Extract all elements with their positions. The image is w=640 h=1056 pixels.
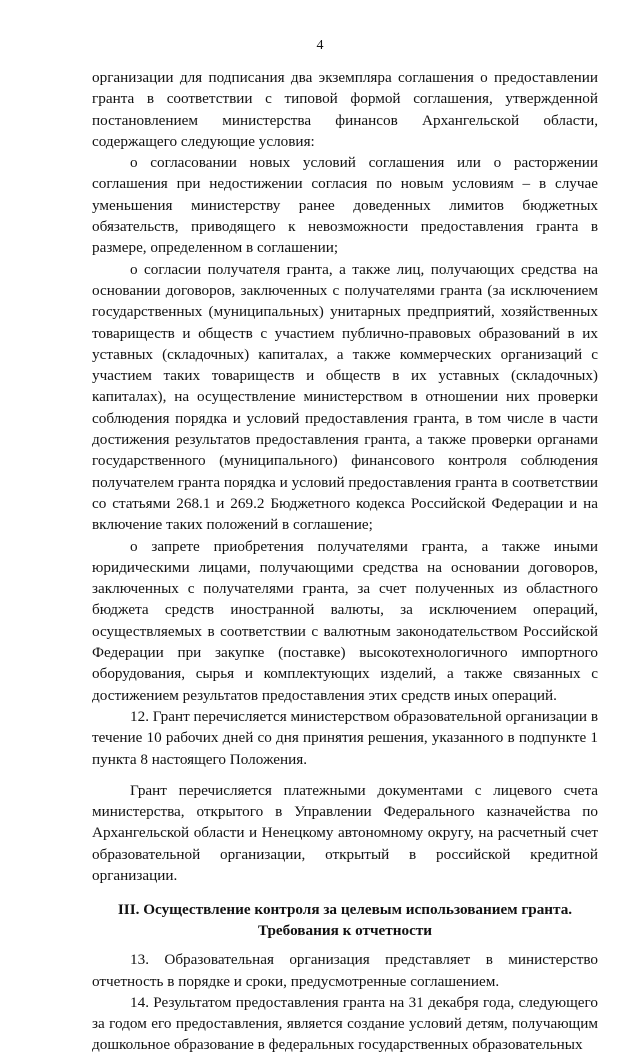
- section-heading-line1: III. Осуществление контроля за целевым использованием гранта.: [117, 901, 573, 919]
- page-number: 4: [316, 38, 324, 53]
- section-heading: [92, 900, 598, 941]
- paragraph-payment-transfer: Грант перечисляется платежными документами с лицевого счета министерства, открытого в Управлении Федерального казначейства по Архангельской области и Ненецкому автономному округу, на расчетный счет образовательной организации, открытый в российской кредитной организации.: [92, 781, 598, 884]
- document-body: [92, 67, 598, 1056]
- paragraph-condition-currency: о запрете приобретения получателями гранта, а также иными юридическими лицами, получающими средства на основании договоров, заключенных с получателями гранта, за счет полученных из областного бюджета средств иностранной валюты, за исключением операций, осуществляемых в соответствии с валютным законодательством Российской Федерации при закупке (поставке) высокотехнологичного импортного оборудования, сырья и комплектующих изделий, а также связанных с достижением результатов предоставления этих средств иных операций.: [92, 537, 598, 704]
- paragraph-item-14: 14. Результатом предоставления гранта на 31 декабря года, следующего за годом его предоставления, является создание условий детям, получающим дошкольное образование в федеральных государственных образовательных: [92, 993, 598, 1054]
- paragraph-item-12: 12. Грант перечисляется министерством образовательной организации в течение 10 рабочих дней со дня принятия решения, указанного в подпункте 1 пункта 8 настоящего Положения.: [92, 707, 598, 768]
- paragraph-condition-consent: о согласии получателя гранта, а также лиц, получающих средства на основании договоров, заключенных с получателями гранта (за исключением государственных (муниципальных) унитарных предприятий, хозяйственных товариществ и обществ с участием публично-правовых образований в их уставных (складочных) капиталах, а также коммерческих организаций с участием таких товариществ и обществ в их уставных (складочных) капиталах), на осуществление министерством в отношении них проверки соблюдения порядка и условий предоставления гранта, в том числе в части достижения результатов предоставления гранта, а также проверки органами государственного (муниципального) финансового контроля соблюдения получателем гранта порядка и условий предоставления гранта в соответствии со статьями 268.1 и 269.2 Бюджетного кодекса Российской Федерации и на включение таких положений в соглашение;: [92, 260, 598, 534]
- paragraph-item-13: 13. Образовательная организация представляет в министерство отчетность в порядке и сроки, предусмотренные соглашением.: [92, 951, 598, 990]
- section-heading-line2: Требования к отчетности: [257, 921, 433, 939]
- paragraph-intro: организации для подписания два экземпляра соглашения о предоставлении гранта в соответствии с типовой формой соглашения, утвержденной постановлением министерства финансов Архангельской области, содержащего следующие условия:: [92, 69, 598, 150]
- paragraph-condition-agreement: о согласовании новых условий соглашения или о расторжении соглашения при недостижении согласия по новым условиям – в случае уменьшения министерству ранее доведенных лимитов бюджетных обязательств, приводящего к невозможности предоставления гранта в размере, определенном в соглашении;: [92, 154, 598, 257]
